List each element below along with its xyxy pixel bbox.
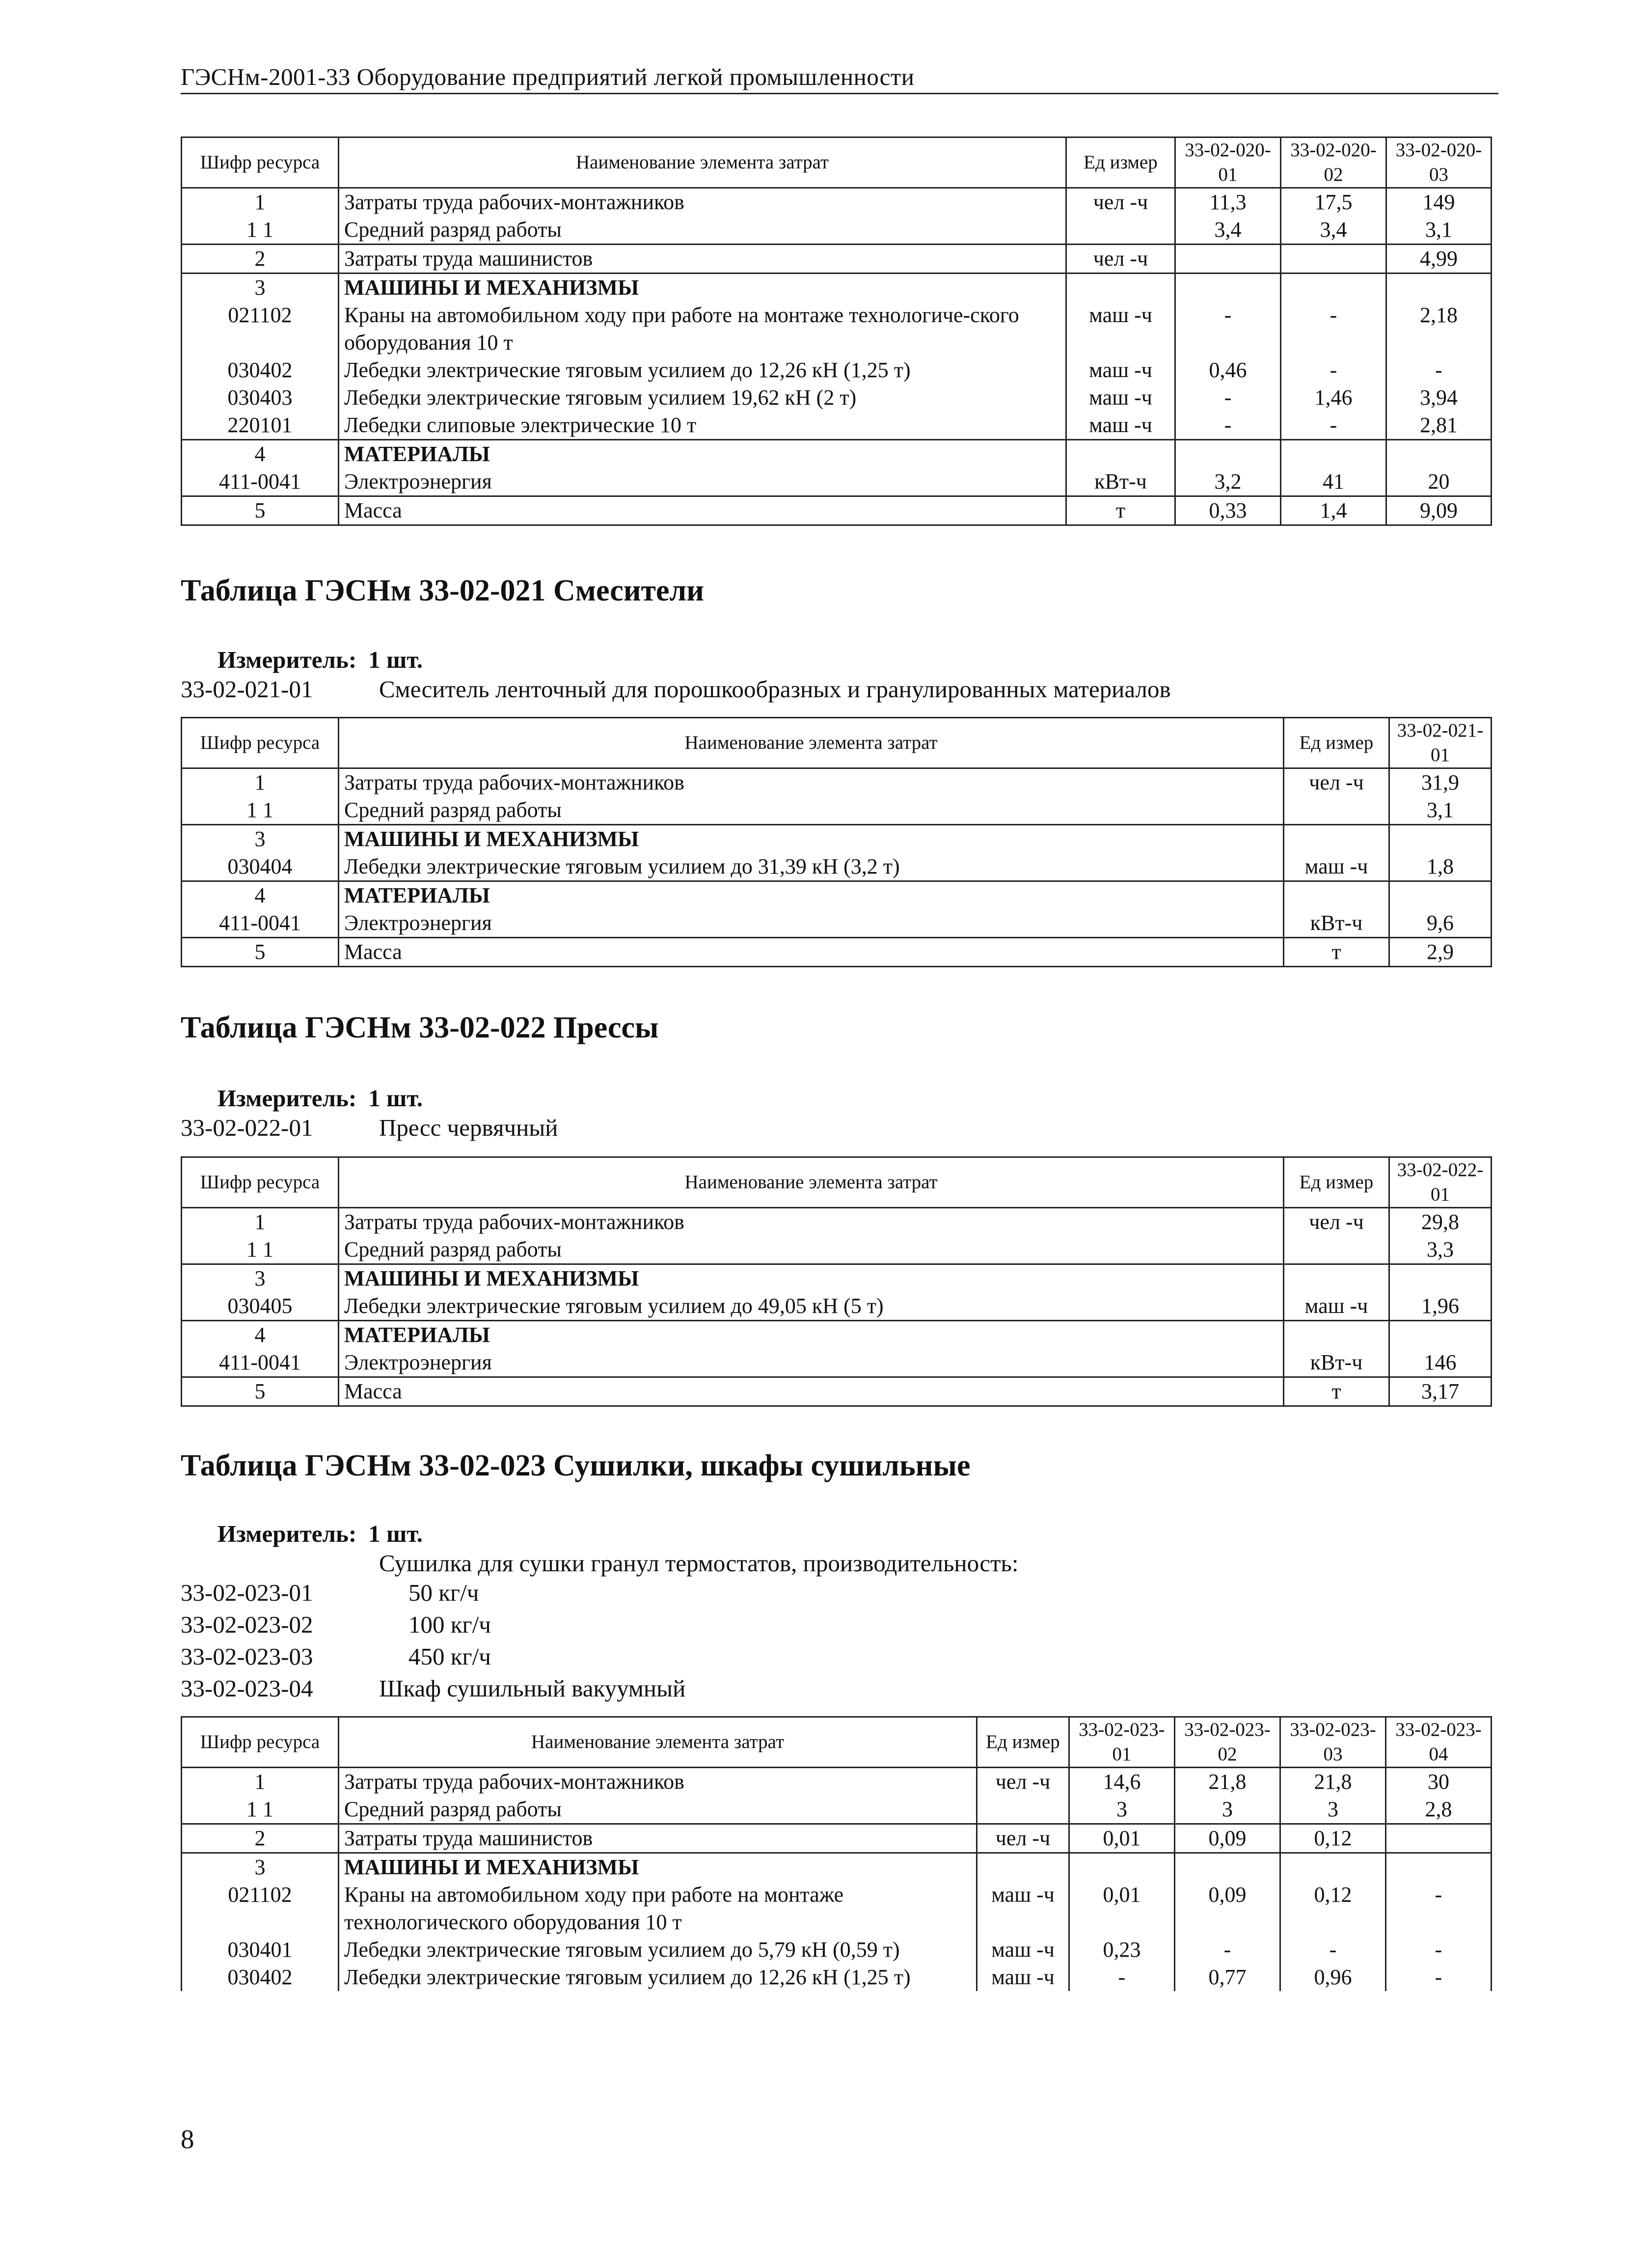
value-cell: 4,99 [1386,245,1492,273]
value-cell: 146 [1389,1349,1492,1377]
unit-cell: чел -ч [1066,188,1175,217]
cost-element-name-cell: Средний разряд работы [339,1796,977,1824]
value-cell: 3 [1175,1796,1280,1824]
cost-element-name-cell: МАШИНЫ И МЕХАНИЗМЫ [339,273,1066,302]
resource-code-cell: 030401 [182,1936,339,1964]
table-row [182,301,1492,356]
table-row [182,356,1492,384]
resource-code-cell: 1 1 [182,1236,339,1264]
value-cell: 3 [1069,1796,1175,1824]
value-cell [1175,1853,1280,1882]
unit-cell [1284,825,1389,853]
cost-element-name-cell: Масса [339,496,1066,525]
value-cell: 0,23 [1069,1936,1175,1964]
cost-element-name-cell: Затраты труда рабочих-монтажников [339,1208,1284,1236]
table-row [182,1208,1492,1236]
value-cell: - [1175,1936,1280,1964]
table-row [182,881,1492,910]
value-cell: - [1175,301,1281,356]
value-cell: 3,2 [1175,468,1281,496]
variant-intro: Сушилка для сушки гранул термостатов, производительность: [379,1550,1019,1577]
col-header-name: Наименование элемента затрат [339,1157,1284,1208]
value-cell: 3,17 [1389,1377,1492,1406]
cost-element-name-cell: Лебедки электрические тяговым усилием 19,62 кН (2 т) [339,384,1066,411]
table-row [182,938,1492,967]
value-cell: 31,9 [1389,768,1492,797]
value-cell: 1,96 [1389,1292,1492,1321]
unit-cell [1066,273,1175,302]
unit-cell [1284,1236,1389,1264]
cost-element-name-cell: МАШИНЫ И МЕХАНИЗМЫ [339,825,1284,853]
meter-label: Измеритель: [217,1520,357,1547]
meter-unit: 1 шт. [368,1520,423,1547]
running-header: ГЭСНм-2001-33 Оборудование предприятий легкой промышленности [181,63,1498,94]
table-row [182,768,1492,797]
value-cell [1389,1321,1492,1349]
col-header-code: 33-02-020-01 [1175,137,1281,188]
value-cell: 21,8 [1175,1768,1280,1796]
meter-unit: 1 шт. [368,646,423,673]
value-cell: 0,96 [1280,1964,1386,1991]
cost-element-name-cell: Средний разряд работы [339,796,1284,825]
variant-text: 50 кг/ч [408,1579,479,1606]
cost-element-name-cell: Лебедки электрические тяговым усилием до 49,05 кН (5 т) [339,1292,1284,1321]
unit-cell: т [1284,1377,1389,1406]
value-cell: 3,4 [1175,216,1281,245]
value-cell: 29,8 [1389,1208,1492,1236]
table-row [182,216,1492,245]
col-header-resource: Шифр ресурса [182,1157,339,1208]
meter-line [217,646,423,674]
value-cell: 2,9 [1389,938,1492,967]
value-cell: - [1281,301,1386,356]
table-row [182,853,1492,881]
unit-cell: чел -ч [1284,1208,1389,1236]
variant-code: 33-02-023-02 [181,1611,313,1638]
value-cell [1386,273,1492,302]
unit-cell [1284,1264,1389,1293]
variant-code: 33-02-023-03 [181,1643,313,1670]
value-cell [1280,1853,1386,1882]
table-row [182,1853,1492,1882]
meter-unit: 1 шт. [368,1085,423,1112]
table-row [182,909,1492,938]
col-header-unit: Ед измер [1284,718,1389,768]
value-cell: - [1386,356,1492,384]
cost-element-name-cell: МАТЕРИАЛЫ [339,440,1066,468]
resource-code-cell: 2 [182,245,339,273]
value-cell: - [1386,1964,1492,1991]
cost-element-name-cell: Краны на автомобильном ходу при работе на монтаже технологического оборудования 10 т [339,1881,977,1936]
value-cell [1389,825,1492,853]
value-cell [1281,440,1386,468]
unit-cell [1066,440,1175,468]
value-cell: 149 [1386,188,1492,217]
col-header-code: 33-02-023-03 [1280,1717,1386,1768]
table-title-33-02-023: Таблица ГЭСНм 33-02-023 Сушилки, шкафы сушильные [181,1449,971,1482]
resource-code-cell: 3 [182,1853,339,1882]
resource-code-cell: 021102 [182,1881,339,1936]
value-cell: 1,8 [1389,853,1492,881]
col-header-name: Наименование элемента затрат [339,1717,977,1768]
table-33-02-023 [181,1716,1492,1991]
table-row [182,825,1492,853]
value-cell: - [1386,1936,1492,1964]
value-cell [1175,273,1281,302]
cost-element-name-cell: Затраты труда машинистов [339,1824,977,1853]
cost-element-name-cell: Масса [339,1377,1284,1406]
variant-text: 100 кг/ч [408,1611,491,1638]
value-cell: 0,77 [1175,1964,1280,1991]
value-cell: 11,3 [1175,188,1281,217]
meter-label: Измеритель: [217,1085,357,1112]
value-cell [1386,1824,1492,1853]
value-cell: - [1386,1881,1492,1936]
unit-cell [977,1796,1069,1824]
meter-label: Измеритель: [217,646,357,673]
table-row [182,1936,1492,1964]
value-cell: 2,81 [1386,411,1492,440]
variant-code: 33-02-021-01 [181,676,313,703]
table-row [182,1881,1492,1936]
table-row [182,1236,1492,1264]
cost-element-name-cell: МАШИНЫ И МЕХАНИЗМЫ [339,1264,1284,1293]
resource-code-cell: 1 1 [182,216,339,245]
value-cell: 0,01 [1069,1881,1175,1936]
resource-code-cell: 411-0041 [182,468,339,496]
value-cell: 0,01 [1069,1824,1175,1853]
value-cell: 3,3 [1389,1236,1492,1264]
unit-cell: маш -ч [1066,356,1175,384]
value-cell: 3,1 [1386,216,1492,245]
cost-element-name-cell: МАШИНЫ И МЕХАНИЗМЫ [339,1853,977,1882]
unit-cell: чел -ч [977,1824,1069,1853]
value-cell: 1,46 [1281,384,1386,411]
value-cell [1389,881,1492,910]
table-row [182,1292,1492,1321]
value-cell: 0,09 [1175,1824,1280,1853]
unit-cell: т [1284,938,1389,967]
variant-code: 33-02-023-04 [181,1675,313,1702]
value-cell: - [1281,356,1386,384]
unit-cell: маш -ч [1066,411,1175,440]
value-cell: 0,33 [1175,496,1281,525]
resource-code-cell: 1 [182,1208,339,1236]
table-row [182,411,1492,440]
col-header-code: 33-02-020-03 [1386,137,1492,188]
value-cell: 0,46 [1175,356,1281,384]
page-number: 8 [181,2124,194,2154]
col-header-code: 33-02-021-01 [1389,718,1492,768]
value-cell: 3 [1280,1796,1386,1824]
unit-cell: маш -ч [1066,301,1175,356]
unit-cell: чел -ч [977,1768,1069,1796]
table-row [182,796,1492,825]
resource-code-cell: 030403 [182,384,339,411]
variant-code: 33-02-022-01 [181,1114,313,1141]
unit-cell: маш -ч [977,1964,1069,1991]
resource-code-cell: 5 [182,496,339,525]
value-cell: - [1280,1936,1386,1964]
resource-code-cell: 411-0041 [182,909,339,938]
table-33-02-022 [181,1156,1492,1407]
meter-line [217,1084,423,1112]
cost-element-name-cell: Масса [339,938,1284,967]
value-cell: 3,1 [1389,796,1492,825]
value-cell [1281,245,1386,273]
col-header-code: 33-02-022-01 [1389,1157,1492,1208]
unit-cell: маш -ч [1066,384,1175,411]
unit-cell: кВт-ч [1284,1349,1389,1377]
col-header-unit: Ед измер [1066,137,1175,188]
value-cell: 14,6 [1069,1768,1175,1796]
resource-code-cell: 220101 [182,411,339,440]
table-title-33-02-021: Таблица ГЭСНм 33-02-021 Смесители [181,574,705,607]
table-33-02-020 [181,137,1492,526]
value-cell: 0,12 [1280,1881,1386,1936]
cost-element-name-cell: Лебедки электрические тяговым усилием до 5,79 кН (0,59 т) [339,1936,977,1964]
value-cell: 0,09 [1175,1881,1280,1936]
col-header-unit: Ед измер [1284,1157,1389,1208]
resource-code-cell: 2 [182,1824,339,1853]
value-cell: 3,94 [1386,384,1492,411]
value-cell [1069,1853,1175,1882]
table-row [182,1768,1492,1796]
cost-element-name-cell: Лебедки слиповые электрические 10 т [339,411,1066,440]
value-cell: 2,18 [1386,301,1492,356]
cost-element-name-cell: Лебедки электрические тяговым усилием до 12,26 кН (1,25 т) [339,1964,977,1991]
cost-element-name-cell: Средний разряд работы [339,216,1066,245]
cost-element-name-cell: Затраты труда рабочих-монтажников [339,1768,977,1796]
meter-line [217,1520,423,1548]
resource-code-cell: 3 [182,1264,339,1293]
cost-element-name-cell: Электроэнергия [339,468,1066,496]
resource-code-cell: 030405 [182,1292,339,1321]
unit-cell [1284,796,1389,825]
cost-element-name-cell: Затраты труда машинистов [339,245,1066,273]
unit-cell: маш -ч [977,1936,1069,1964]
variant-text: Смеситель ленточный для порошкообразных и гранулированных материалов [379,676,1171,703]
value-cell: 3,4 [1281,216,1386,245]
table-row [182,496,1492,525]
value-cell [1386,1853,1492,1882]
col-header-code: 33-02-023-04 [1386,1717,1492,1768]
value-cell: 30 [1386,1768,1492,1796]
table-row [182,1377,1492,1406]
col-header-code: 33-02-023-01 [1069,1717,1175,1768]
table-row [182,188,1492,217]
unit-cell: т [1066,496,1175,525]
col-header-code: 33-02-020-02 [1281,137,1386,188]
variant-text: Пресс червячный [379,1114,558,1141]
table-33-02-021 [181,717,1492,967]
table-row [182,468,1492,496]
variant-code: 33-02-023-01 [181,1579,313,1606]
resource-code-cell: 030402 [182,356,339,384]
value-cell: 9,09 [1386,496,1492,525]
table-row [182,1824,1492,1853]
resource-code-cell: 4 [182,1321,339,1349]
unit-cell [1066,216,1175,245]
resource-code-cell: 1 1 [182,1796,339,1824]
cost-element-name-cell: Краны на автомобильном ходу при работе на монтаже технологиче-ского оборудования 10 т [339,301,1066,356]
resource-code-cell: 3 [182,273,339,302]
table-row [182,384,1492,411]
value-cell: 0,12 [1280,1824,1386,1853]
col-header-name: Наименование элемента затрат [339,137,1066,188]
cost-element-name-cell: Лебедки электрические тяговым усилием до 12,26 кН (1,25 т) [339,356,1066,384]
resource-code-cell: 030404 [182,853,339,881]
table-row [182,1964,1492,1991]
table-row [182,440,1492,468]
resource-code-cell: 5 [182,1377,339,1406]
table-row [182,1349,1492,1377]
resource-code-cell: 4 [182,440,339,468]
unit-cell: маш -ч [1284,1292,1389,1321]
value-cell [1175,440,1281,468]
unit-cell: чел -ч [1066,245,1175,273]
resource-code-cell: 1 [182,1768,339,1796]
value-cell: - [1175,411,1281,440]
col-header-resource: Шифр ресурса [182,1717,339,1768]
value-cell: - [1175,384,1281,411]
value-cell [1175,245,1281,273]
unit-cell: маш -ч [1284,853,1389,881]
cost-element-name-cell: Электроэнергия [339,1349,1284,1377]
value-cell: 20 [1386,468,1492,496]
resource-code-cell: 411-0041 [182,1349,339,1377]
table-row [182,1796,1492,1824]
unit-cell: чел -ч [1284,768,1389,797]
value-cell: - [1281,411,1386,440]
unit-cell: кВт-ч [1284,909,1389,938]
resource-code-cell: 021102 [182,301,339,356]
col-header-name: Наименование элемента затрат [339,718,1284,768]
unit-cell: кВт-ч [1066,468,1175,496]
table-row [182,245,1492,273]
unit-cell [1284,881,1389,910]
value-cell: 9,6 [1389,909,1492,938]
value-cell: - [1069,1964,1175,1991]
cost-element-name-cell: Затраты труда рабочих-монтажников [339,188,1066,217]
col-header-resource: Шифр ресурса [182,137,339,188]
value-cell: 1,4 [1281,496,1386,525]
cost-element-name-cell: МАТЕРИАЛЫ [339,1321,1284,1349]
unit-cell [1284,1321,1389,1349]
table-title-33-02-022: Таблица ГЭСНм 33-02-022 Прессы [181,1011,659,1044]
unit-cell: маш -ч [977,1881,1069,1936]
resource-code-cell: 030402 [182,1964,339,1991]
value-cell: 21,8 [1280,1768,1386,1796]
variant-text: 450 кг/ч [408,1643,491,1670]
value-cell [1389,1264,1492,1293]
col-header-code: 33-02-023-02 [1175,1717,1280,1768]
value-cell: 2,8 [1386,1796,1492,1824]
resource-code-cell: 4 [182,881,339,910]
cost-element-name-cell: Лебедки электрические тяговым усилием до 31,39 кН (3,2 т) [339,853,1284,881]
value-cell: 41 [1281,468,1386,496]
col-header-unit: Ед измер [977,1717,1069,1768]
resource-code-cell: 1 [182,768,339,797]
table-row [182,1321,1492,1349]
variant-text: Шкаф сушильный вакуумный [379,1675,686,1702]
cost-element-name-cell: МАТЕРИАЛЫ [339,881,1284,910]
unit-cell [977,1853,1069,1882]
cost-element-name-cell: Средний разряд работы [339,1236,1284,1264]
table-row [182,1264,1492,1293]
value-cell [1281,273,1386,302]
value-cell: 17,5 [1281,188,1386,217]
cost-element-name-cell: Затраты труда рабочих-монтажников [339,768,1284,797]
col-header-resource: Шифр ресурса [182,718,339,768]
resource-code-cell: 3 [182,825,339,853]
value-cell [1386,440,1492,468]
resource-code-cell: 1 1 [182,796,339,825]
resource-code-cell: 1 [182,188,339,217]
resource-code-cell: 5 [182,938,339,967]
cost-element-name-cell: Электроэнергия [339,909,1284,938]
table-row [182,273,1492,302]
